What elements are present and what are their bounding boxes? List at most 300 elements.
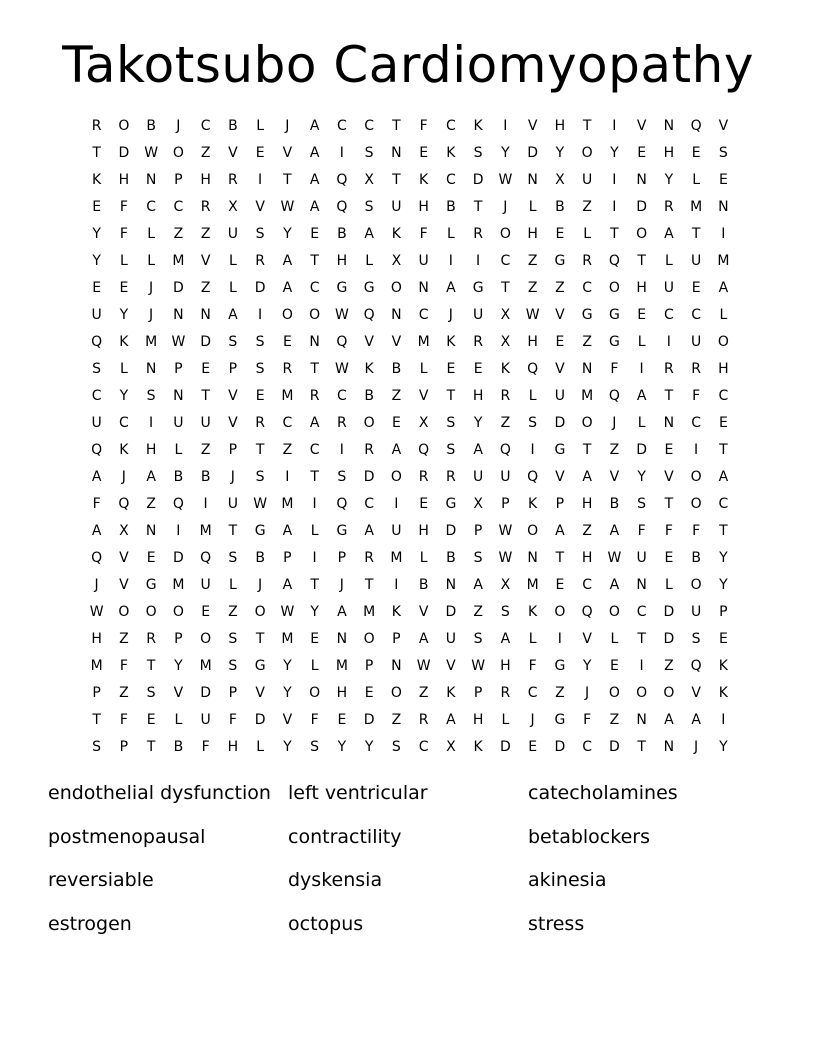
grid-letter: T xyxy=(610,225,619,242)
word-bank-item: reversiable xyxy=(48,869,154,891)
grid-letter: L xyxy=(310,522,319,539)
grid-letter: M xyxy=(335,658,348,675)
grid-letter: P xyxy=(337,550,347,567)
grid-letter: B xyxy=(146,117,156,134)
word-bank-item: dyskensia xyxy=(288,869,383,891)
grid-letter: S xyxy=(310,739,320,756)
grid-letter: E xyxy=(92,198,102,215)
grid-letter: U xyxy=(691,604,702,621)
grid-letter: H xyxy=(472,712,484,729)
grid-letter: E xyxy=(637,306,647,323)
grid-letter: C xyxy=(636,604,647,621)
grid-letter: T xyxy=(637,739,646,756)
grid-letter: X xyxy=(228,198,238,215)
grid-letter: M xyxy=(690,198,703,215)
grid-letter: W xyxy=(334,306,349,323)
grid-letter: T xyxy=(255,631,265,648)
grid-letter: M xyxy=(145,333,158,350)
grid-letter: W xyxy=(89,604,104,621)
grid-letter: Z xyxy=(146,495,156,512)
grid-row xyxy=(83,626,737,653)
grid-letter: S xyxy=(92,360,102,377)
grid-letter: I xyxy=(149,414,154,431)
grid-letter: H xyxy=(472,387,484,404)
word-bank-item: postmenopausal xyxy=(48,825,206,848)
grid-letter: H xyxy=(554,117,566,134)
grid-letter: L xyxy=(692,171,701,188)
grid-letter: N xyxy=(173,306,184,323)
grid-letter: L xyxy=(228,577,237,594)
grid-letter: M xyxy=(199,658,212,675)
grid-letter: Z xyxy=(173,225,184,242)
grid-letter: Y xyxy=(664,171,674,188)
grid-letter: D xyxy=(445,604,457,621)
grid-letter: J xyxy=(339,577,344,594)
grid-letter: Z xyxy=(282,441,293,458)
grid-letter: T xyxy=(582,441,592,458)
grid-letter: U xyxy=(554,387,565,404)
grid-letter: I xyxy=(557,631,562,648)
grid-letter: B xyxy=(337,225,347,242)
grid-letter: L xyxy=(528,631,537,648)
grid-letter: S xyxy=(500,604,510,621)
grid-letter: I xyxy=(394,577,399,594)
grid-letter: G xyxy=(554,658,566,675)
grid-letter: Y xyxy=(473,414,483,431)
grid-letter: R xyxy=(200,198,211,215)
grid-letter: Q xyxy=(91,441,103,458)
grid-letter: I xyxy=(721,225,726,242)
grid-letter: A xyxy=(309,144,320,161)
grid-letter: R xyxy=(473,225,483,242)
grid-letter: B xyxy=(446,550,456,567)
grid-letter: J xyxy=(230,468,235,485)
grid-letter: N xyxy=(636,712,647,729)
grid-letter: Z xyxy=(200,441,211,458)
grid-letter: A xyxy=(91,522,102,539)
grid-letter: A xyxy=(91,468,102,485)
grid-letter: X xyxy=(500,577,511,594)
grid-letter: O xyxy=(172,604,184,621)
grid-letter: V xyxy=(255,198,265,215)
grid-letter: H xyxy=(91,631,102,648)
grid-letter: R xyxy=(582,252,592,269)
grid-letter: F xyxy=(610,360,619,377)
word-bank-item: contractility xyxy=(288,825,402,848)
grid-letter: Y xyxy=(719,739,728,756)
grid-letter: S xyxy=(473,550,483,567)
grid-letter: O xyxy=(690,468,702,485)
grid-letter: H xyxy=(500,658,511,675)
grid-letter: E xyxy=(146,550,156,567)
grid-letter: Y xyxy=(501,144,510,161)
grid-letter: N xyxy=(309,333,320,350)
grid-letter: Q xyxy=(91,333,103,350)
grid-letter: C xyxy=(118,414,129,431)
grid-letter: O xyxy=(254,604,266,621)
grid-letter: T xyxy=(201,387,210,404)
grid-letter: C xyxy=(445,117,456,134)
grid-letter: N xyxy=(173,387,184,404)
grid-letter: I xyxy=(339,441,344,458)
grid-letter: Z xyxy=(200,225,211,242)
grid-letter: E xyxy=(119,279,129,296)
grid-letter: A xyxy=(664,712,674,729)
grid-letter: U xyxy=(227,495,238,512)
grid-letter: D xyxy=(200,333,212,350)
grid-letter: Z xyxy=(527,252,538,269)
grid-letter: E xyxy=(637,144,647,161)
grid-row xyxy=(83,139,737,166)
grid-letter: O xyxy=(309,685,321,702)
grid-letter: A xyxy=(282,252,293,269)
grid-letter: V xyxy=(555,468,565,485)
grid-letter: X xyxy=(418,414,429,431)
grid-letter: Y xyxy=(283,658,292,675)
grid-letter: A xyxy=(473,441,483,458)
grid-letter: F xyxy=(119,198,128,215)
grid-letter: V xyxy=(664,468,674,485)
word-bank-item: estrogen xyxy=(48,912,132,935)
grid-letter: I xyxy=(476,252,481,269)
word-bank-item: octopus xyxy=(288,912,364,935)
grid-row xyxy=(83,572,737,599)
grid-letter: Q xyxy=(690,658,702,675)
grid-row xyxy=(83,355,737,382)
grid-letter: O xyxy=(200,631,212,648)
grid-letter: N xyxy=(445,577,457,594)
grid-letter: P xyxy=(174,360,183,377)
grid-row xyxy=(83,545,737,572)
grid-letter: E xyxy=(718,631,728,648)
grid-letter: L xyxy=(365,252,374,269)
grid-letter: Q xyxy=(608,252,620,269)
grid-letter: F xyxy=(419,225,428,242)
grid-letter: I xyxy=(394,495,399,512)
grid-letter: U xyxy=(200,712,211,729)
grid-letter: N xyxy=(527,550,538,567)
grid-letter: N xyxy=(636,171,647,188)
grid-letter: S xyxy=(146,685,156,702)
grid-letter: W xyxy=(334,360,349,377)
grid-letter: D xyxy=(200,685,212,702)
grid-letter: D xyxy=(636,198,648,215)
grid-letter: S xyxy=(364,144,374,161)
grid-letter: O xyxy=(636,225,648,242)
grid-letter: C xyxy=(718,387,729,404)
grid-letter: M xyxy=(363,604,376,621)
grid-letter: G xyxy=(554,252,566,269)
grid-letter: V xyxy=(228,144,238,161)
grid-letter: S xyxy=(391,739,401,756)
grid-letter: I xyxy=(176,522,181,539)
grid-letter: P xyxy=(119,739,129,756)
grid-letter: G xyxy=(554,712,566,729)
grid-letter: Y xyxy=(283,685,292,702)
grid-letter: B xyxy=(173,739,184,756)
grid-letter: L xyxy=(583,225,592,242)
grid-letter: I xyxy=(721,712,726,729)
grid-letter: F xyxy=(201,739,210,756)
grid-letter: Y xyxy=(283,225,292,242)
grid-letter: S xyxy=(146,387,156,404)
grid-letter: N xyxy=(663,117,675,134)
grid-letter: I xyxy=(312,550,317,567)
grid-letter: Z xyxy=(555,685,565,702)
grid-letter: P xyxy=(555,495,565,512)
grid-letter: L xyxy=(228,252,237,269)
grid-letter: M xyxy=(172,252,185,269)
grid-letter: O xyxy=(499,225,511,242)
grid-letter: E xyxy=(419,495,429,512)
grid-letter: R xyxy=(91,117,102,134)
grid-letter: J xyxy=(612,414,617,431)
grid-letter: R xyxy=(691,360,701,377)
grid-letter: O xyxy=(390,279,402,296)
grid-letter: A xyxy=(718,279,729,296)
grid-letter: B xyxy=(391,360,402,377)
grid-letter: R xyxy=(255,252,265,269)
word-bank xyxy=(48,778,768,952)
grid-letter: P xyxy=(719,604,728,621)
word-bank-item: catecholamines xyxy=(528,782,678,804)
grid-letter: P xyxy=(283,550,292,567)
grid-letter: H xyxy=(200,171,211,188)
grid-letter: I xyxy=(203,495,208,512)
grid-letter: S xyxy=(228,333,238,350)
grid-letter: V xyxy=(418,604,429,621)
grid-letter: L xyxy=(256,117,265,134)
grid-letter: Q xyxy=(336,171,348,188)
grid-letter: Z xyxy=(228,604,238,621)
grid-letter: N xyxy=(663,739,675,756)
grid-letter: V xyxy=(718,117,729,134)
grid-letter: G xyxy=(554,441,566,458)
grid-letter: A xyxy=(691,712,701,729)
grid-letter: T xyxy=(473,198,483,215)
grid-letter: A xyxy=(282,522,293,539)
grid-letter: S xyxy=(691,631,701,648)
grid-row xyxy=(83,653,737,680)
grid-letter: E xyxy=(691,279,701,296)
grid-letter: E xyxy=(282,333,292,350)
grid-letter: B xyxy=(555,198,565,215)
grid-letter: P xyxy=(174,631,183,648)
grid-letter: V xyxy=(418,387,429,404)
grid-letter: S xyxy=(473,631,483,648)
grid-letter: S xyxy=(446,441,456,458)
grid-letter: E xyxy=(446,360,456,377)
grid-letter: F xyxy=(419,117,428,134)
grid-letter: M xyxy=(281,631,294,648)
grid-letter: S xyxy=(637,495,647,512)
grid-row xyxy=(83,382,737,409)
grid-letter: W xyxy=(471,658,486,675)
grid-letter: A xyxy=(582,468,592,485)
grid-row xyxy=(83,463,737,490)
grid-letter: I xyxy=(694,441,699,458)
grid-letter: R xyxy=(282,360,293,377)
grid-letter: T xyxy=(283,171,292,188)
grid-letter: T xyxy=(637,252,646,269)
grid-letter: X xyxy=(119,522,129,539)
grid-letter: R xyxy=(500,387,511,404)
grid-letter: E xyxy=(664,441,674,458)
grid-letter: P xyxy=(92,685,101,702)
grid-letter: G xyxy=(472,279,484,296)
grid-row xyxy=(83,707,737,734)
grid-letter: J xyxy=(503,198,508,215)
grid-letter: A xyxy=(609,577,620,594)
grid-letter: I xyxy=(666,333,671,350)
grid-letter: L xyxy=(256,739,265,756)
grid-letter: P xyxy=(473,685,483,702)
grid-letter: Q xyxy=(418,441,430,458)
grid-letter: V xyxy=(527,117,538,134)
grid-letter: J xyxy=(258,577,263,594)
grid-letter: R xyxy=(500,685,511,702)
grid-letter: Z xyxy=(582,333,592,350)
grid-letter: T xyxy=(92,712,101,729)
grid-letter: C xyxy=(418,306,429,323)
grid-row xyxy=(83,193,737,220)
grid-letter: Y xyxy=(610,144,619,161)
grid-letter: Y xyxy=(92,225,101,242)
grid-letter: W xyxy=(280,604,295,621)
grid-letter: Z xyxy=(391,387,402,404)
grid-row xyxy=(83,490,737,517)
grid-letter: E xyxy=(92,279,102,296)
grid-letter: C xyxy=(663,306,674,323)
grid-letter: N xyxy=(391,658,402,675)
grid-letter: U xyxy=(582,171,593,188)
grid-letter: D xyxy=(363,712,375,729)
grid-letter: V xyxy=(582,631,592,648)
grid-letter: W xyxy=(607,550,622,567)
grid-letter: K xyxy=(473,739,483,756)
grid-letter: S xyxy=(255,468,265,485)
grid-letter: U xyxy=(663,279,674,296)
grid-letter: A xyxy=(146,468,156,485)
grid-letter: E xyxy=(364,685,374,702)
grid-letter: I xyxy=(612,198,617,215)
grid-letter: L xyxy=(419,550,428,567)
grid-letter: F xyxy=(637,522,646,539)
grid-letter: F xyxy=(228,712,237,729)
grid-letter: V xyxy=(391,333,402,350)
grid-letter: T xyxy=(146,739,156,756)
grid-letter: I xyxy=(612,171,617,188)
grid-letter: U xyxy=(473,306,484,323)
grid-letter: H xyxy=(581,495,593,512)
grid-letter: L xyxy=(419,360,428,377)
grid-letter: U xyxy=(391,198,402,215)
grid-letter: Y xyxy=(283,739,292,756)
grid-letter: T xyxy=(392,171,401,188)
grid-letter: E xyxy=(473,360,483,377)
grid-letter: D xyxy=(363,468,375,485)
grid-letter: M xyxy=(390,550,403,567)
grid-letter: T xyxy=(364,577,374,594)
word-bank-item: left ventricular xyxy=(288,782,428,804)
grid-letter: M xyxy=(581,387,594,404)
grid-letter: T xyxy=(664,495,674,512)
grid-letter: Z xyxy=(119,685,129,702)
grid-letter: O xyxy=(636,685,648,702)
grid-letter: L xyxy=(147,252,156,269)
grid-letter: P xyxy=(392,631,401,648)
grid-letter: B xyxy=(691,550,701,567)
grid-letter: B xyxy=(446,198,456,215)
grid-letter: E xyxy=(419,144,429,161)
grid-letter: O xyxy=(608,279,620,296)
page-title: Takotsubo Cardiomyopathy xyxy=(62,36,754,94)
grid-row xyxy=(83,301,737,328)
grid-letter: R xyxy=(255,414,265,431)
grid-letter: L xyxy=(664,577,673,594)
grid-letter: V xyxy=(282,144,293,161)
grid-letter: T xyxy=(555,550,565,567)
grid-letter: B xyxy=(200,468,211,485)
grid-letter: F xyxy=(119,225,128,242)
grid-letter: F xyxy=(119,712,128,729)
grid-letter: A xyxy=(664,225,674,242)
grid-letter: D xyxy=(636,441,648,458)
grid-letter: V xyxy=(691,685,701,702)
grid-letter: H xyxy=(527,225,538,242)
grid-letter: Q xyxy=(581,604,593,621)
grid-letter: U xyxy=(391,522,402,539)
grid-letter: N xyxy=(145,171,157,188)
grid-letter: I xyxy=(639,360,644,377)
grid-letter: A xyxy=(282,279,293,296)
grid-letter: C xyxy=(500,252,511,269)
grid-letter: A xyxy=(228,306,238,323)
grid-letter: A xyxy=(446,279,456,296)
grid-letter: S xyxy=(364,198,374,215)
grid-letter: E xyxy=(337,712,347,729)
grid-letter: S xyxy=(92,739,102,756)
grid-letter: A xyxy=(473,577,483,594)
grid-letter: U xyxy=(418,252,429,269)
grid-letter: K xyxy=(528,495,538,512)
grid-letter: X xyxy=(391,252,402,269)
grid-letter: G xyxy=(254,522,266,539)
grid-letter: P xyxy=(228,441,238,458)
grid-letter: U xyxy=(636,550,647,567)
grid-letter: G xyxy=(608,333,620,350)
grid-letter: T xyxy=(392,117,401,134)
grid-letter: C xyxy=(364,495,375,512)
grid-letter: U xyxy=(200,577,211,594)
grid-letter: C xyxy=(582,739,593,756)
grid-letter: S xyxy=(255,225,265,242)
grid-letter: N xyxy=(145,522,157,539)
grid-row xyxy=(83,599,737,626)
grid-letter: S xyxy=(228,658,238,675)
grid-letter: P xyxy=(501,495,510,512)
grid-letter: H xyxy=(145,441,157,458)
grid-letter: C xyxy=(527,685,538,702)
grid-letter: C xyxy=(200,117,211,134)
grid-letter: A xyxy=(282,577,293,594)
word-bank-item: stress xyxy=(528,912,585,935)
grid-letter: Q xyxy=(200,550,212,567)
grid-letter: T xyxy=(501,279,510,296)
grid-letter: N xyxy=(581,360,593,377)
grid-letter: N xyxy=(527,171,538,188)
grid-letter: K xyxy=(718,658,728,675)
